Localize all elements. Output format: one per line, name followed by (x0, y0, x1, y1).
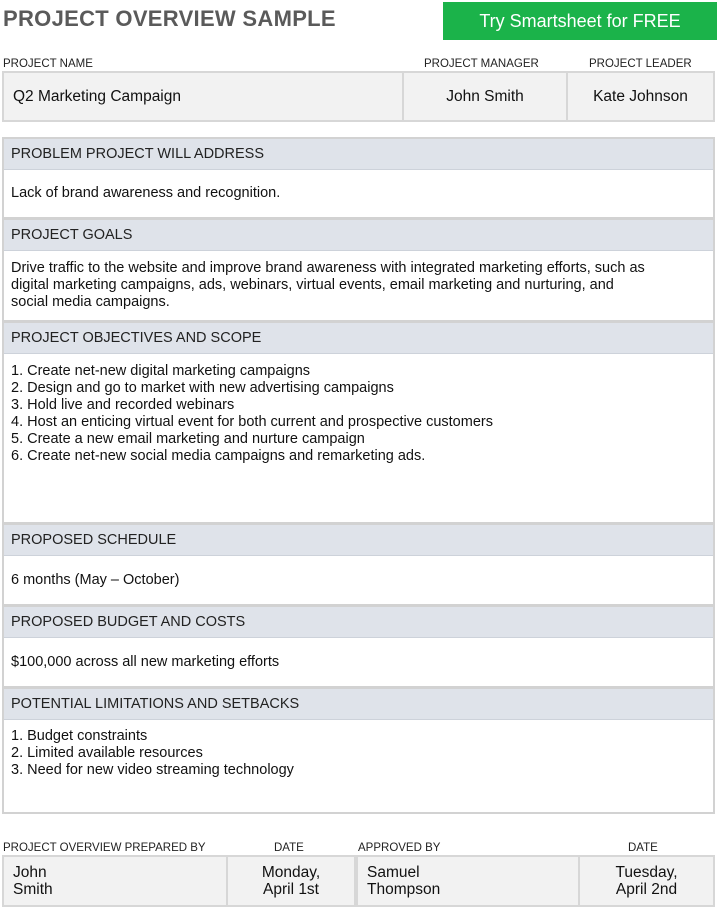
goals-section (2, 218, 715, 322)
goals-line: social media campaigns. (11, 294, 170, 310)
approved-date-value: April 2nd (615, 881, 678, 898)
approved-date-value: Tuesday, (615, 864, 678, 881)
goals-line: digital marketing campaigns, ads, webinars, virtual events, email marketing and nurturing, and (11, 277, 614, 293)
goals-line: Drive traffic to the website and improve brand awareness with integrated marketing efforts, such as (11, 260, 645, 276)
project-name-field[interactable] (2, 71, 404, 122)
list-item: 3. Hold live and recorded webinars (11, 397, 235, 413)
limitations-heading: POTENTIAL LIMITATIONS AND SETBACKS (4, 689, 713, 720)
project-leader-label: PROJECT LEADER (589, 58, 692, 70)
list-item: 5. Create a new email marketing and nurture campaign (11, 431, 365, 447)
objectives-heading: PROJECT OBJECTIVES AND SCOPE (4, 323, 713, 354)
prepared-by-label: PROJECT OVERVIEW PREPARED BY (3, 842, 206, 854)
budget-heading: PROPOSED BUDGET AND COSTS (4, 607, 713, 638)
try-smartsheet-button[interactable]: Try Smartsheet for FREE (443, 2, 717, 40)
schedule-text: 6 months (May – October) (11, 571, 180, 588)
list-item: 4. Host an enticing virtual event for both current and prospective customers (11, 414, 493, 430)
project-manager-field[interactable] (402, 71, 568, 122)
approved-by-value: Thompson (367, 881, 441, 898)
approved-by-field[interactable] (356, 855, 580, 907)
approved-date-label: DATE (628, 842, 658, 854)
problem-section (2, 137, 715, 219)
approved-by-value: Samuel (367, 864, 420, 881)
schedule-section (2, 523, 715, 606)
prepared-by-value: John (13, 864, 47, 881)
prepared-date-value: Monday, (261, 864, 321, 881)
prepared-by-field[interactable] (2, 855, 228, 907)
list-item: 1. Budget constraints (11, 728, 148, 744)
problem-text: Lack of brand awareness and recognition. (11, 185, 281, 201)
budget-text: $100,000 across all new marketing efforts (11, 653, 280, 670)
objectives-section (2, 321, 715, 524)
prepared-by-value: Smith (13, 881, 53, 898)
goals-heading: PROJECT GOALS (4, 220, 713, 251)
prepared-date-label: DATE (274, 842, 304, 854)
prepared-date-value: April 1st (263, 881, 319, 898)
project-manager-value: John Smith (446, 87, 524, 105)
problem-heading: PROBLEM PROJECT WILL ADDRESS (4, 139, 713, 170)
project-name-label: PROJECT NAME (3, 58, 93, 70)
project-manager-label: PROJECT MANAGER (424, 58, 539, 70)
project-leader-value: Kate Johnson (593, 87, 688, 105)
limitations-section (2, 687, 715, 814)
project-name-value: Q2 Marketing Campaign (13, 87, 181, 105)
list-item: 6. Create net-new social media campaigns and remarketing ads. (11, 448, 426, 464)
budget-section (2, 605, 715, 688)
list-item: 2. Design and go to market with new advertising campaigns (11, 380, 394, 396)
problem-field[interactable] (4, 170, 713, 217)
list-item: 2. Limited available resources (11, 745, 203, 761)
list-item: 1. Create net-new digital marketing campaigns (11, 363, 311, 379)
goals-field[interactable] (4, 251, 713, 320)
list-item: 3. Need for new video streaming technology (11, 762, 294, 778)
schedule-heading: PROPOSED SCHEDULE (4, 525, 713, 556)
schedule-field[interactable] (4, 556, 713, 604)
page-title: PROJECT OVERVIEW SAMPLE (3, 6, 336, 31)
objectives-field[interactable] (4, 354, 713, 522)
approved-by-label: APPROVED BY (358, 842, 441, 854)
approved-date-field[interactable] (578, 855, 715, 907)
prepared-date-field[interactable] (226, 855, 356, 907)
budget-field[interactable] (4, 638, 713, 686)
project-leader-field[interactable] (566, 71, 715, 122)
limitations-field[interactable] (4, 720, 713, 812)
